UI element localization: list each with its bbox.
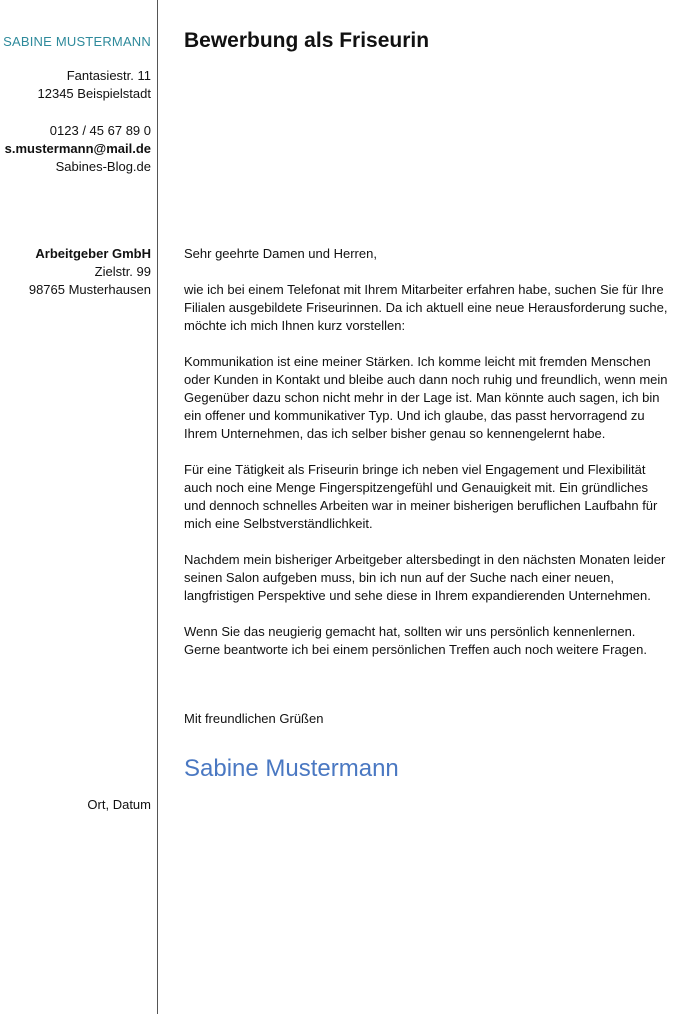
sender-phone: 0123 / 45 67 89 0	[49, 123, 151, 138]
recipient-company: Arbeitgeber GmbH	[35, 246, 151, 261]
salutation: Sehr geehrte Damen und Herren,	[184, 246, 377, 261]
vertical-divider	[157, 0, 158, 1014]
paragraph: Für eine Tätigkeit als Friseurin bringe ich neben viel Engagement und Flexibilität auch noch eine Menge Fingerspitzengefühl und Genauigkeit mit. Ein gründliches und dennoch schnelles Arbeiten war in meiner bisherigen beruflichen Laufbahn für mich eine Selbstverständlichkeit.	[184, 462, 658, 531]
letter-title: Bewerbung als Friseurin	[184, 29, 430, 52]
sender-address	[38, 67, 151, 103]
signature: Sabine Mustermann	[184, 755, 399, 782]
paragraph: Nachdem mein bisheriger Arbeitgeber altersbedingt in den nächsten Monaten leider seinen Salon aufgeben muss, bin ich nun auf der Suche nach einer neuen, langfristigen Perspektive und sehe diese in Ihrem expandierenden Unternehmen.	[184, 552, 666, 603]
letter-body	[184, 0, 671, 1014]
recipient-city: 98765 Musterhausen	[28, 282, 151, 297]
paragraph: Wenn Sie das neugierig gemacht hat, sollten wir uns persönlich kennenlernen. Gerne beantworte ich bei einem persönlichen Treffen auch noch weitere Fragen.	[184, 624, 647, 657]
recipient-address	[29, 245, 151, 299]
sidebar	[0, 0, 151, 1014]
sender-email: s.mustermann@mail.de	[4, 141, 151, 156]
paragraph: wie ich bei einem Telefonat mit Ihrem Mitarbeiter erfahren habe, suchen Sie für Ihre Filialen ausgebildete Friseurinnen. Da ich aktuell eine neue Herausforderung suche, möchte ich mich Ihnen kurz vorstellen:	[184, 282, 668, 333]
sender-street: Fantasiestr. 11	[66, 68, 151, 83]
sender-city: 12345 Beispielstadt	[37, 86, 151, 101]
sender-contact	[5, 122, 151, 176]
closing: Mit freundlichen Grüßen	[184, 711, 324, 726]
paragraph: Kommunikation ist eine meiner Stärken. Ich komme leicht mit fremden Menschen oder Kunden in Kontakt und bleibe auch dann noch ruhig und freundlich, wenn mein Gegenüber dazu schon nicht mehr in der Lage ist. Man könnte auch sagen, ich bin ein offener und kommunikativer Typ. Und ich glaube, das passt hervorragend zu Ihrem Unternehmen, das ich selber bisher genau so kennengelernt habe.	[184, 354, 668, 441]
letter-paragraphs	[184, 281, 671, 677]
sender-name: SABINE MUSTERMANN	[3, 34, 151, 49]
place-date: Ort, Datum	[87, 797, 151, 812]
sender-website: Sabines-Blog.de	[55, 159, 151, 174]
recipient-street: Zielstr. 99	[94, 264, 151, 279]
